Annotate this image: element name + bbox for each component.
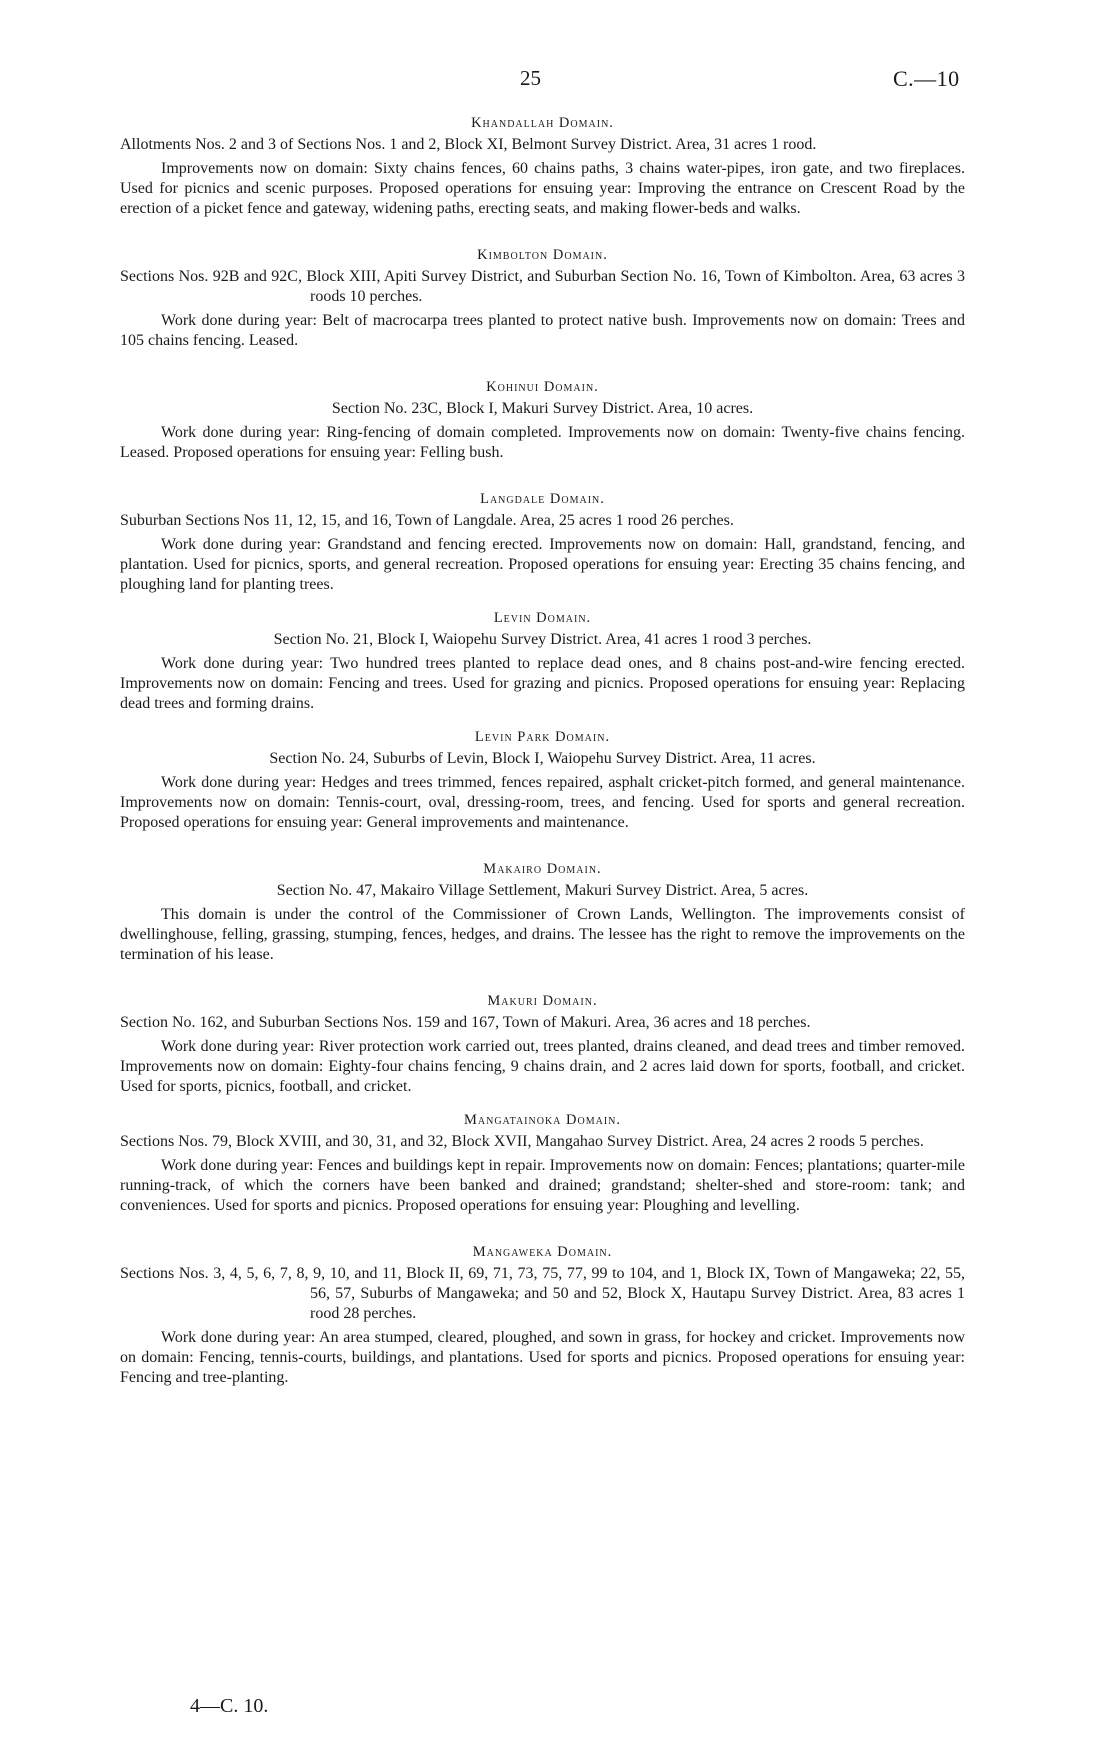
domain-entry-makairo (120, 859, 965, 965)
domain-sections: Section No. 162, and Suburban Sections Nos. 159 and 167, Town of Makuri. Area, 36 acres and 18 perches. (120, 1014, 811, 1031)
domain-sections: Allotments Nos. 2 and 3 of Sections Nos. 1 and 2, Block XI, Belmont Survey District. Area, 31 acres 1 rood. (120, 136, 817, 153)
domain-description: Work done during year: Two hundred trees planted to replace dead ones, and 8 chains post-and-wire fencing erected. Improvements now on domain: Fencing and trees. Used for grazing and picnics. Proposed operations for ensuing year: Replacing dead trees and forming drains. (120, 655, 965, 712)
domain-description: Work done during year: Grandstand and fencing erected. Improvements now on domain: Hall, grandstand, fencing, and plantation. Used for picnics, sports, and general recreation. Proposed operations for ensuing year: Erecting 35 chains fencing, and ploughing land for planting trees. (120, 536, 965, 593)
domain-entry-mangaweka (120, 1242, 965, 1388)
domain-heading: Levin Park Domain. (474, 729, 611, 745)
domain-sections: Sections Nos. 3, 4, 5, 6, 7, 8, 9, 10, and 11, Block II, 69, 71, 73, 75, 77, 99 to 104, and 1, Block IX, Town of Mangaweka; 22, 55, 56, 57, Suburbs of Mangaweka; and 50 and 52, Block X, Hautapu Survey District. Area, 83 acres 1 rood 28 perches. (120, 1265, 965, 1322)
domain-entry-kohinui (120, 377, 965, 463)
domain-entry-levin (120, 608, 965, 714)
domain-entry-kimbolton (120, 245, 965, 351)
domain-description: Work done during year: Fences and buildings kept in repair. Improvements now on domain: Fences; plantations; quarter-mile running-track, of which the corners have been banked and drained; grandstand; shelter-shed and store-room: tank; and conveniences. Used for sports and picnics. Proposed operations for ensuing year: Ploughing and levelling. (120, 1157, 965, 1214)
domain-description: Work done during year: Ring-fencing of domain completed. Improvements now on domain: Twenty-five chains fencing. Leased. Proposed operations for ensuing year: Felling bush. (120, 424, 965, 461)
domain-sections: Sections Nos. 92B and 92C, Block XIII, Apiti Survey District, and Suburban Section No. 16, Town of Kimbolton. Area, 63 acres 3 roods 10 perches. (120, 268, 965, 305)
series-code: C.—10 (893, 66, 960, 91)
domain-sections: Suburban Sections Nos 11, 12, 15, and 16, Town of Langdale. Area, 25 acres 1 rood 26 perches. (120, 512, 734, 529)
domain-description: Work done during year: Belt of macrocarpa trees planted to protect native bush. Improvements now on domain: Trees and 105 chains fencing. Leased. (120, 312, 965, 349)
domain-heading: Kohinui Domain. (486, 379, 599, 395)
domain-entry-mangatainoka (120, 1110, 965, 1216)
domain-heading: Langdale Domain. (480, 491, 605, 507)
domain-heading: Levin Domain. (493, 610, 592, 626)
domain-description: This domain is under the control of the Commissioner of Crown Lands, Wellington. The improvements consist of dwellinghouse, felling, grassing, stumping, fences, hedges, and drains. The lessee has the right to remove the improvements on the termination of his lease. (120, 906, 965, 963)
domain-description: Work done during year: An area stumped, cleared, ploughed, and sown in grass, for hockey and cricket. Improvements now on domain: Fencing, tennis-courts, buildings, and plantations. Used for sports and picnics. Proposed operations for ensuing year: Fencing and tree-planting. (120, 1329, 965, 1386)
signature-code: 4—C. 10. (190, 1695, 269, 1717)
domain-entry-levin-park (120, 727, 965, 833)
domain-entry-langdale (120, 489, 965, 595)
domain-description: Work done during year: Hedges and trees trimmed, fences repaired, asphalt cricket-pitch formed, and general maintenance. Improvements now on domain: Tennis-court, oval, dressing-room, trees, and fencing. Used for sports and general recreation. Proposed operations for ensuing year: General improvements and maintenance. (120, 774, 965, 831)
domain-sections: Section No. 47, Makairo Village Settlement, Makuri Survey District. Area, 5 acres. (276, 882, 809, 899)
domain-heading: Mangaweka Domain. (472, 1244, 613, 1260)
domain-heading: Khandallah Domain. (471, 115, 614, 131)
page-number: 25 (520, 66, 541, 90)
domain-sections: Section No. 21, Block I, Waiopehu Survey District. Area, 41 acres 1 rood 3 perches. (273, 631, 812, 648)
domain-sections: Section No. 23C, Block I, Makuri Survey District. Area, 10 acres. (331, 400, 754, 417)
domain-heading: Makuri Domain. (487, 993, 598, 1009)
domain-entry-makuri (120, 991, 965, 1097)
domain-heading: Mangatainoka Domain. (463, 1112, 622, 1128)
domain-description: Work done during year: River protection work carried out, trees planted, drains cleaned, and dead trees and timber removed. Improvements now on domain: Eighty-four chains fencing, 9 chains drain, and 2 acres laid down for sports, football, and cricket. Used for sports, picnics, football, and cricket. (120, 1038, 965, 1095)
domain-sections: Section No. 24, Suburbs of Levin, Block I, Waiopehu Survey District. Area, 11 acres. (269, 750, 816, 767)
domain-entry-khandallah (120, 113, 965, 219)
domain-heading: Kimbolton Domain. (477, 247, 608, 263)
domain-sections: Sections Nos. 79, Block XVIII, and 30, 31, and 32, Block XVII, Mangahao Survey District. Area, 24 acres 2 roods 5 perches. (120, 1133, 924, 1150)
page-body (120, 113, 965, 1388)
domain-description: Improvements now on domain: Sixty chains fences, 60 chains paths, 3 chains water-pipes, iron gate, and two fireplaces. Used for picnics and scenic purposes. Proposed operations for ensuing year: Improving the entrance on Crescent Road by the erection of a picket fence and gateway, widening paths, erecting seats, and making flower-beds and walks. (120, 160, 965, 217)
domain-heading: Makairo Domain. (483, 861, 602, 877)
